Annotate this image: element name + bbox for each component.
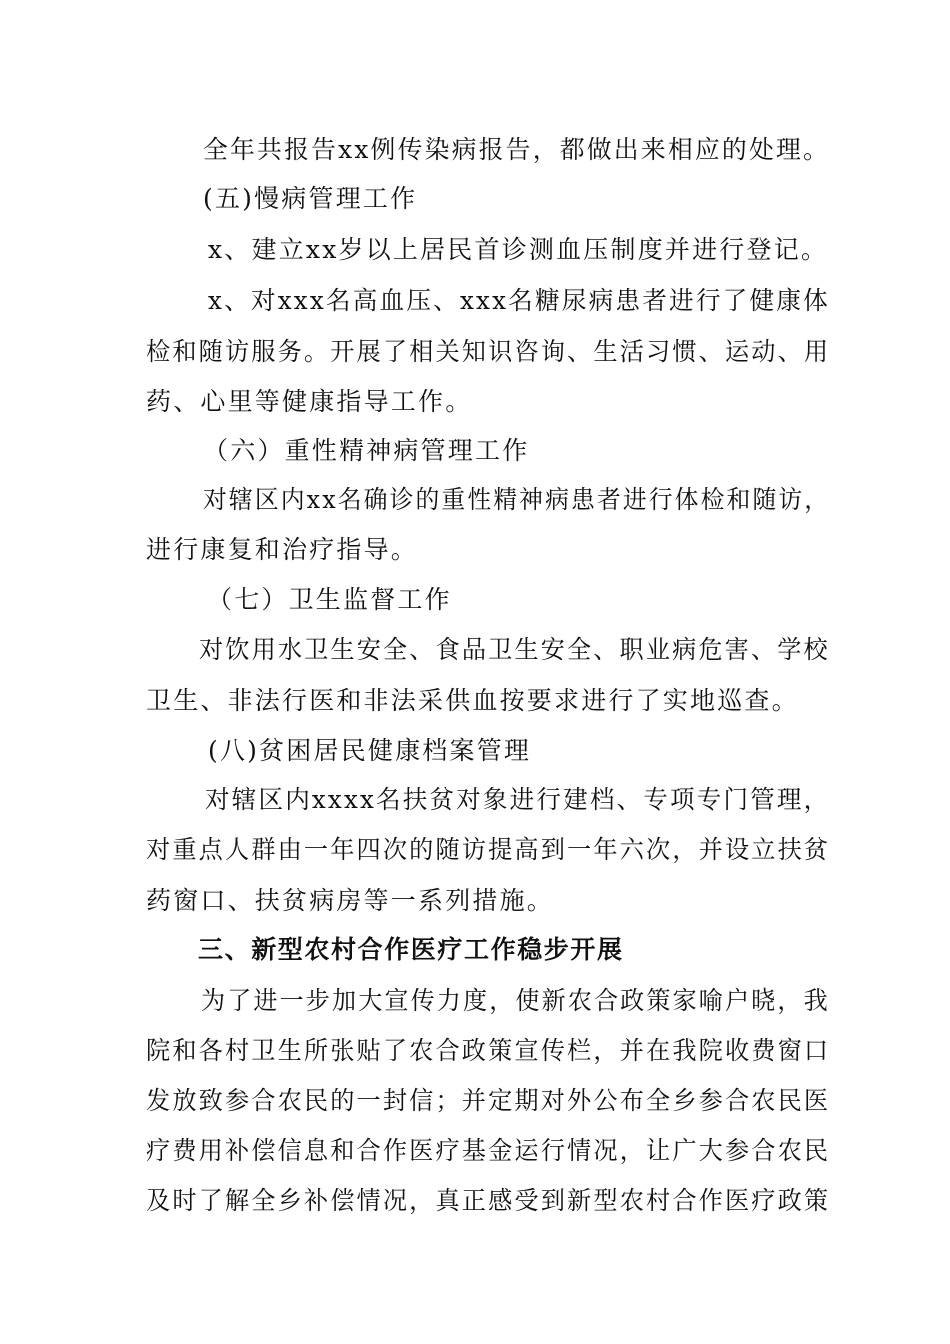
text-line: 发放致参合农民的一封信；并定期对外公布全乡参合农民医 (146, 1086, 831, 1115)
text-line: 检和随访服务。开展了相关知识咨询、生活习惯、运动、用 (146, 337, 831, 366)
text-line: 卫生、非法行医和非法采供血按要求进行了实地巡查。 (146, 686, 799, 715)
chapter-heading-rural-cooperative-medical: 三、新型农村合作医疗工作稳步开展 (198, 935, 624, 964)
text-line: 对辖区内xxxx名扶贫对象进行建档、专项专门管理， (205, 785, 831, 814)
text-line: 进行康复和治疗指导。 (146, 535, 419, 564)
section-heading-chronic-disease: (五)慢病管理工作 (203, 184, 418, 213)
text-line: 对饮用水卫生安全、食品卫生安全、职业病危害、学校 (199, 635, 830, 664)
text-line: 为了进一步加大宣传力度，使新农合政策家喻户晓，我 (201, 986, 830, 1015)
text-line: 对重点人群由一年四次的随访提高到一年六次，并设立扶贫 (146, 835, 831, 864)
text-line: 药、心里等健康指导工作。 (146, 387, 473, 416)
text-line: 药窗口、扶贫病房等一系列措施。 (146, 886, 555, 915)
text-line: 对辖区内xx名确诊的重性精神病患者进行体检和随访， (203, 485, 831, 514)
text-line: 疗费用补偿信息和合作医疗基金运行情况，让广大参合农民 (146, 1136, 831, 1165)
text-line: x、对xxx名高血压、xxx名糖尿病患者进行了健康体 (208, 286, 830, 315)
text-line: 及时了解全乡补偿情况，真正感受到新型农村合作医疗政策 (146, 1186, 831, 1215)
text-line: 院和各村卫生所张贴了农合政策宣传栏，并在我院收费窗口 (146, 1036, 831, 1065)
text-line: x、建立xx岁以上居民首诊测血压制度并进行登记。 (208, 235, 829, 264)
section-heading-mental-illness: （六）重性精神病管理工作 (203, 436, 530, 465)
section-heading-health-supervision: （七）卫生监督工作 (207, 585, 452, 614)
text-line: 全年共报告xx例传染病报告，都做出来相应的处理。 (203, 135, 831, 164)
section-heading-poverty-health-records: (八)贫困居民健康档案管理 (208, 736, 532, 765)
